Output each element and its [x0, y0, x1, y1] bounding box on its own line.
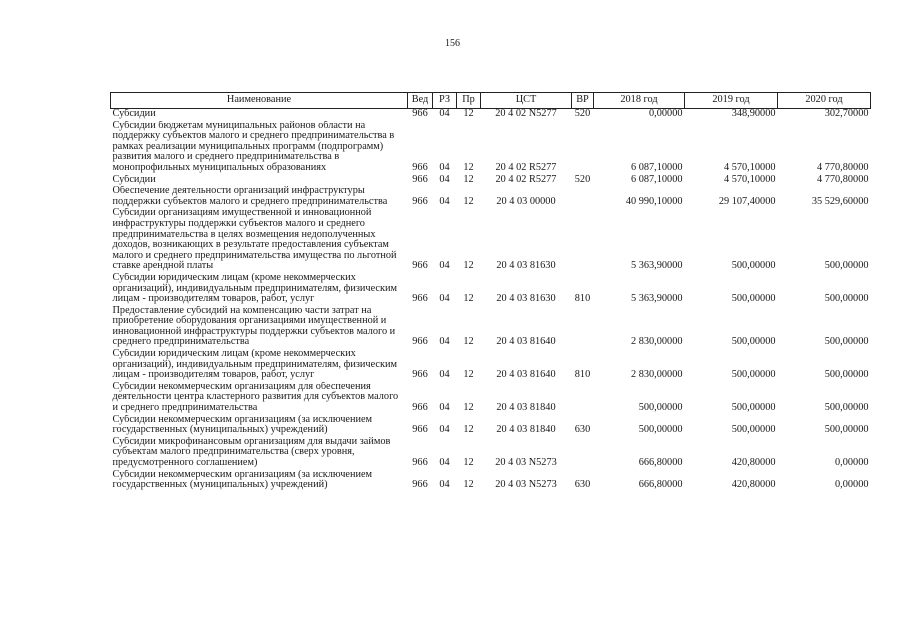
col-header-ved: Вед [408, 93, 433, 109]
row-2019: 420,80000 [731, 479, 776, 491]
row-rz: 04 [439, 293, 450, 305]
row-ved: 966 [412, 195, 428, 207]
row-name: Субсидии [112, 174, 156, 185]
col-header-2019: 2019 год [685, 93, 778, 109]
row-ved: 966 [412, 108, 428, 119]
row-vr: 810 [574, 293, 591, 305]
table-row [111, 273, 871, 306]
row-rz: 04 [439, 424, 450, 436]
col-header-cst: ЦСТ [481, 93, 572, 109]
row-2018: 500,00000 [638, 402, 683, 414]
row-pr: 12 [463, 479, 474, 491]
row-2019: 4 570,10000 [724, 174, 776, 185]
row-ved: 966 [412, 369, 428, 381]
row-2018: 6 087,10000 [631, 161, 683, 173]
row-name: Субсидии микрофинансовым организациям для выдачи займов субъектам малого предпринимательства (сверх уровня, предусмотренного соглашением) [112, 436, 391, 468]
row-ved: 966 [412, 293, 428, 305]
table-row [111, 175, 871, 187]
row-2020: 500,00000 [824, 293, 869, 305]
row-pr: 12 [463, 161, 474, 173]
row-cst: 20 4 02 R5277 [495, 161, 557, 173]
col-header-2018: 2018 год [594, 93, 685, 109]
row-cst: 20 4 02 R5277 [495, 174, 557, 185]
table-row [111, 349, 871, 382]
table-row [111, 382, 871, 415]
row-pr: 12 [463, 174, 474, 185]
row-rz: 04 [439, 457, 450, 468]
row-cst: 20 4 03 81630 [496, 260, 556, 272]
row-rz: 04 [439, 402, 450, 414]
row-ved: 966 [412, 161, 428, 173]
row-2019: 500,00000 [731, 424, 776, 436]
row-vr [572, 186, 594, 208]
row-ved: 966 [412, 424, 428, 436]
row-rz: 04 [439, 336, 450, 348]
row-2019: 500,00000 [731, 293, 776, 305]
row-2020: 4 770,80000 [817, 161, 869, 173]
row-name: Субсидии некоммерческим организациям (за исключением государственных (муниципальных) учреждений) [112, 414, 373, 436]
row-2018: 5 363,90000 [631, 260, 683, 272]
row-pr: 12 [463, 369, 474, 381]
row-2019: 348,90000 [731, 108, 776, 119]
row-cst: 20 4 03 81640 [496, 336, 556, 348]
col-header-pr: Пр [457, 93, 481, 109]
row-2018: 2 830,00000 [631, 336, 683, 348]
row-2020: 500,00000 [824, 402, 869, 414]
row-cst: 20 4 03 81840 [496, 424, 556, 436]
row-2020: 0,00000 [835, 479, 869, 491]
row-name: Субсидии [112, 108, 156, 119]
row-cst: 20 4 03 N5273 [495, 479, 557, 491]
row-vr: 520 [574, 108, 591, 119]
row-2020: 500,00000 [824, 369, 869, 381]
row-vr [572, 382, 594, 415]
row-rz: 04 [439, 369, 450, 381]
budget-table [110, 92, 871, 492]
table-header-row [111, 93, 871, 109]
row-vr: 520 [574, 174, 591, 185]
row-name: Субсидии некоммерческим организациям (за исключением государственных (муниципальных) учреждений) [112, 469, 373, 491]
row-2019: 29 107,40000 [718, 195, 776, 207]
row-2018: 2 830,00000 [631, 369, 683, 381]
table-row [111, 415, 871, 437]
row-ved: 966 [412, 457, 428, 468]
row-cst: 20 4 03 N5273 [495, 457, 557, 468]
row-2018: 500,00000 [638, 424, 683, 436]
row-pr: 12 [463, 108, 474, 119]
row-name: Субсидии юридическим лицам (кроме некоммерческих организаций), индивидуальным предпринимателям, физическим лицам - производителям товаров, работ, услуг [112, 349, 398, 381]
row-vr [572, 208, 594, 273]
row-2018: 5 363,90000 [631, 293, 683, 305]
row-vr: 630 [574, 479, 591, 491]
row-2020: 500,00000 [824, 336, 869, 348]
table-row [111, 121, 871, 175]
row-2019: 500,00000 [731, 369, 776, 381]
row-2018: 666,80000 [638, 479, 683, 491]
row-pr: 12 [463, 260, 474, 272]
col-header-2020: 2020 год [778, 93, 871, 109]
row-pr: 12 [463, 195, 474, 207]
row-2020: 0,00000 [835, 457, 869, 468]
row-2018: 40 990,10000 [625, 195, 683, 207]
row-vr: 630 [574, 424, 591, 436]
row-vr [572, 437, 594, 470]
row-rz: 04 [439, 479, 450, 491]
row-pr: 12 [463, 402, 474, 414]
row-cst: 20 4 03 81840 [496, 402, 556, 414]
row-2019: 4 570,10000 [724, 161, 776, 173]
row-ved: 966 [412, 336, 428, 348]
row-2020: 302,70000 [824, 108, 869, 119]
row-rz: 04 [439, 161, 450, 173]
row-cst: 20 4 03 81630 [496, 293, 556, 305]
row-rz: 04 [439, 195, 450, 207]
row-name: Субсидии бюджетам муниципальных районов области на поддержку субъектов малого и среднего предпринимательства в рамках реализации муниципальных программ (подпрограмм) развития малого и среднего предпринимательства в монопрофильных муниципальных образованиях [112, 120, 395, 173]
row-vr [572, 306, 594, 349]
row-pr: 12 [463, 457, 474, 468]
row-name: Субсидии организациям имущественной и инновационной инфраструктуры поддержки субъектов малого и среднего предпринимательства в целях возмещения недополученных доходов, возникающих в результате предоставления субъектам малого и среднего предпринимательства имущества по льготной ставке арендной платы [112, 208, 397, 272]
row-vr: 810 [574, 369, 591, 381]
table-row [111, 186, 871, 208]
row-ved: 966 [412, 479, 428, 491]
row-rz: 04 [439, 174, 450, 185]
page-number: 156 [445, 38, 460, 49]
row-ved: 966 [412, 260, 428, 272]
row-2019: 500,00000 [731, 402, 776, 414]
row-vr [572, 121, 594, 175]
table-row [111, 208, 871, 273]
row-cst: 20 4 03 81640 [496, 369, 556, 381]
row-2019: 500,00000 [731, 260, 776, 272]
row-2019: 420,80000 [731, 457, 776, 468]
row-rz: 04 [439, 108, 450, 119]
row-pr: 12 [463, 424, 474, 436]
row-rz: 04 [439, 260, 450, 272]
row-2018: 0,00000 [649, 108, 683, 119]
col-header-rz: РЗ [433, 93, 457, 109]
col-header-vr: ВР [572, 93, 594, 109]
row-name: Субсидии юридическим лицам (кроме некоммерческих организаций), индивидуальным предпринимателям, физическим лицам - производителям товаров, работ, услуг [112, 272, 398, 305]
row-name: Предоставление субсидий на компенсацию части затрат на приобретение оборудования организациями имущественной и инновационной инфраструктуры поддержки субъектов малого и среднего предпринимательства [112, 305, 396, 348]
row-2020: 4 770,80000 [817, 174, 869, 185]
table-row [111, 109, 871, 121]
row-ved: 966 [412, 174, 428, 185]
table-row [111, 470, 871, 492]
col-header-name: Наименование [111, 93, 408, 109]
row-2018: 6 087,10000 [631, 174, 683, 185]
row-name: Обеспечение деятельности организаций инфраструктуры поддержки субъектов малого и среднего предпринимательства [112, 186, 388, 207]
row-name: Субсидии некоммерческим организациям для обеспечения деятельности центра кластерного развития для субъектов малого и среднего предпринимательства [112, 381, 399, 414]
row-cst: 20 4 02 N5277 [495, 108, 557, 119]
row-cst: 20 4 03 00000 [496, 195, 556, 207]
row-2020: 35 529,60000 [811, 195, 869, 207]
row-2018: 666,80000 [638, 457, 683, 468]
table-row [111, 306, 871, 349]
row-pr: 12 [463, 336, 474, 348]
table-row [111, 437, 871, 470]
row-ved: 966 [412, 402, 428, 414]
row-pr: 12 [463, 293, 474, 305]
row-2019: 500,00000 [731, 336, 776, 348]
row-2020: 500,00000 [824, 424, 869, 436]
row-2020: 500,00000 [824, 260, 869, 272]
